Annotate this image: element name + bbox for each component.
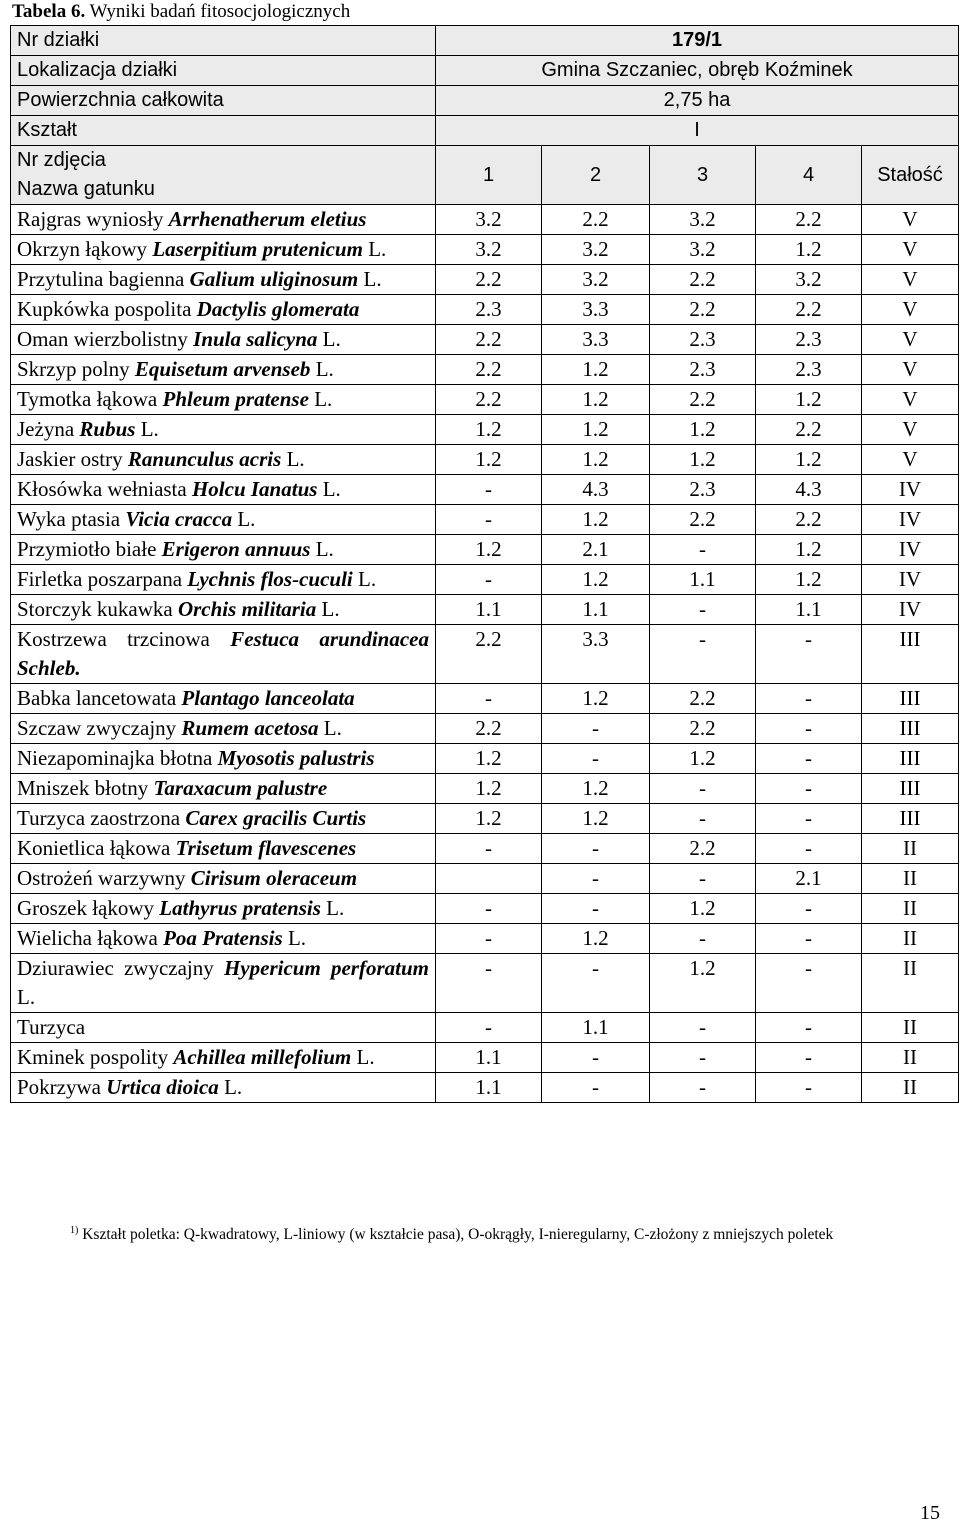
cover-value-cell: - bbox=[756, 804, 862, 834]
table-row bbox=[11, 894, 959, 924]
area-value: 2,75 ha bbox=[436, 86, 959, 116]
location-label: Lokalizacja działki bbox=[11, 56, 436, 86]
species-author-suffix: L. bbox=[140, 417, 159, 441]
constancy-cell: IV bbox=[862, 475, 959, 505]
species-name-cell bbox=[11, 744, 436, 774]
cover-value-cell: 1.2 bbox=[542, 415, 650, 445]
species-common-name: Tymotka łąkowa bbox=[17, 387, 158, 411]
cover-value-cell: 1.2 bbox=[650, 744, 756, 774]
cover-value-cell bbox=[436, 864, 542, 894]
species-name-label: Nazwa gatunku bbox=[17, 178, 155, 200]
species-common-name: Kminek pospolity bbox=[17, 1045, 169, 1069]
constancy-cell: II bbox=[862, 864, 959, 894]
cover-value-cell: 2.1 bbox=[542, 535, 650, 565]
cover-value-cell: 3.2 bbox=[436, 205, 542, 235]
footnote-marker: 1) bbox=[70, 1225, 79, 1236]
cover-value-cell: - bbox=[650, 924, 756, 954]
cover-value-cell: - bbox=[436, 505, 542, 535]
cover-value-cell: - bbox=[756, 625, 862, 684]
species-latin-name: Poa Pratensis bbox=[163, 926, 283, 950]
species-name-cell bbox=[11, 924, 436, 954]
constancy-cell: V bbox=[862, 385, 959, 415]
header-row-columns bbox=[11, 146, 959, 205]
species-name-cell bbox=[11, 385, 436, 415]
species-common-name: Kupkówka pospolita bbox=[17, 297, 192, 321]
cover-value-cell: - bbox=[542, 834, 650, 864]
species-name-cell bbox=[11, 774, 436, 804]
species-common-name: Konietlica łąkowa bbox=[17, 836, 171, 860]
area-label: Powierzchnia całkowita bbox=[11, 86, 436, 116]
table-row bbox=[11, 625, 959, 684]
species-common-name: Groszek łąkowy bbox=[17, 896, 155, 920]
species-name-cell bbox=[11, 235, 436, 265]
table-row bbox=[11, 1073, 959, 1103]
header-row-location bbox=[11, 56, 959, 86]
column-header-1: 1 bbox=[436, 146, 542, 205]
cover-value-cell: 2.3 bbox=[756, 325, 862, 355]
species-author-suffix: L. bbox=[323, 716, 342, 740]
cover-value-cell: 2.2 bbox=[756, 505, 862, 535]
cover-value-cell: - bbox=[756, 894, 862, 924]
species-name-cell bbox=[11, 445, 436, 475]
species-name-cell bbox=[11, 505, 436, 535]
cover-value-cell: 3.2 bbox=[436, 235, 542, 265]
species-latin-name: Erigeron annuus bbox=[161, 537, 311, 561]
table-row bbox=[11, 684, 959, 714]
cover-value-cell: - bbox=[542, 864, 650, 894]
species-name-cell bbox=[11, 714, 436, 744]
column-header-4: 4 bbox=[756, 146, 862, 205]
cover-value-cell: - bbox=[650, 625, 756, 684]
table-caption bbox=[12, 0, 350, 24]
species-latin-name: Plantago lanceolata bbox=[181, 686, 355, 710]
cover-value-cell: - bbox=[542, 1073, 650, 1103]
constancy-cell: II bbox=[862, 1073, 959, 1103]
cover-value-cell: - bbox=[542, 714, 650, 744]
species-latin-name: Festuca arundinacea Schleb. bbox=[17, 627, 429, 680]
constancy-cell: V bbox=[862, 325, 959, 355]
species-name-cell bbox=[11, 1013, 436, 1043]
table-row bbox=[11, 505, 959, 535]
species-author-suffix: L. bbox=[237, 507, 256, 531]
constancy-cell: III bbox=[862, 625, 959, 684]
species-common-name: Oman wierzbolistny bbox=[17, 327, 188, 351]
species-author-suffix: L. bbox=[358, 567, 377, 591]
species-latin-name: Phleum pratense bbox=[162, 387, 309, 411]
species-name-cell bbox=[11, 325, 436, 355]
species-common-name: Okrzyn łąkowy bbox=[17, 237, 148, 261]
cover-value-cell: - bbox=[436, 565, 542, 595]
constancy-cell: III bbox=[862, 714, 959, 744]
constancy-cell: II bbox=[862, 894, 959, 924]
species-name-cell bbox=[11, 834, 436, 864]
species-common-name: Ostrożeń warzywny bbox=[17, 866, 186, 890]
species-name-cell bbox=[11, 475, 436, 505]
cover-value-cell: 1.2 bbox=[542, 385, 650, 415]
species-name-cell bbox=[11, 265, 436, 295]
cover-value-cell: 1.2 bbox=[650, 415, 756, 445]
table-row bbox=[11, 595, 959, 625]
species-common-name: Dziurawiec zwyczajny bbox=[17, 956, 214, 980]
column-header-2: 2 bbox=[542, 146, 650, 205]
cover-value-cell: 1.1 bbox=[650, 565, 756, 595]
cover-value-cell: - bbox=[756, 1013, 862, 1043]
species-common-name: Turzyca bbox=[17, 1015, 86, 1039]
table-row bbox=[11, 235, 959, 265]
cover-value-cell: - bbox=[436, 894, 542, 924]
constancy-cell: V bbox=[862, 205, 959, 235]
species-common-name: Jaskier ostry bbox=[17, 447, 123, 471]
cover-value-cell: 2.2 bbox=[650, 505, 756, 535]
species-common-name: Skrzyp polny bbox=[17, 357, 130, 381]
cover-value-cell: 3.3 bbox=[542, 295, 650, 325]
cover-value-cell: - bbox=[756, 954, 862, 1013]
cover-value-cell: 1.2 bbox=[756, 385, 862, 415]
cover-value-cell: - bbox=[756, 774, 862, 804]
header-row-shape bbox=[11, 116, 959, 146]
cover-value-cell: - bbox=[650, 1073, 756, 1103]
cover-value-cell: 1.2 bbox=[542, 804, 650, 834]
table-row bbox=[11, 565, 959, 595]
species-latin-name: Achillea millefolium bbox=[173, 1045, 352, 1069]
constancy-cell: III bbox=[862, 744, 959, 774]
cover-value-cell: - bbox=[436, 684, 542, 714]
cover-value-cell: 2.2 bbox=[650, 385, 756, 415]
constancy-cell: IV bbox=[862, 535, 959, 565]
species-latin-name: Dactylis glomerata bbox=[196, 297, 360, 321]
constancy-cell: II bbox=[862, 834, 959, 864]
table-row bbox=[11, 804, 959, 834]
cover-value-cell: 2.2 bbox=[436, 325, 542, 355]
species-latin-name: Holcu Ianatus bbox=[191, 477, 318, 501]
constancy-cell: II bbox=[862, 1043, 959, 1073]
cover-value-cell: - bbox=[542, 744, 650, 774]
footnote-text: Kształt poletka: Q-kwadratowy, L-liniowy (w kształcie pasa), O-okrągły, I-nieregularny, C-złożony z mniejszych poletek bbox=[82, 1226, 834, 1244]
cover-value-cell: 2.2 bbox=[650, 295, 756, 325]
cover-value-cell: 4.3 bbox=[756, 475, 862, 505]
cover-value-cell: 2.2 bbox=[650, 265, 756, 295]
species-name-cell bbox=[11, 355, 436, 385]
cover-value-cell: - bbox=[756, 924, 862, 954]
cover-value-cell: - bbox=[756, 1043, 862, 1073]
cover-value-cell: 1.1 bbox=[436, 595, 542, 625]
cover-value-cell: 1.2 bbox=[542, 445, 650, 475]
species-latin-name: Orchis militaria bbox=[177, 597, 317, 621]
constancy-cell: V bbox=[862, 295, 959, 325]
cover-value-cell: 2.3 bbox=[650, 475, 756, 505]
species-author-suffix: L. bbox=[315, 357, 334, 381]
species-latin-name: Lychnis flos-cuculi bbox=[187, 567, 353, 591]
species-common-name: Storczyk kukawka bbox=[17, 597, 173, 621]
cover-value-cell: 1.1 bbox=[436, 1043, 542, 1073]
species-common-name: Wielicha łąkowa bbox=[17, 926, 158, 950]
cover-value-cell: 4.3 bbox=[542, 475, 650, 505]
species-latin-name: Taraxacum palustre bbox=[153, 776, 328, 800]
cover-value-cell: - bbox=[650, 774, 756, 804]
table-row bbox=[11, 714, 959, 744]
cover-value-cell: 1.2 bbox=[650, 445, 756, 475]
cover-value-cell: - bbox=[436, 475, 542, 505]
table-row bbox=[11, 744, 959, 774]
species-common-name: Mniszek błotny bbox=[17, 776, 149, 800]
cover-value-cell: - bbox=[756, 684, 862, 714]
cover-value-cell: 3.2 bbox=[756, 265, 862, 295]
cover-value-cell: 2.2 bbox=[756, 295, 862, 325]
cover-value-cell: - bbox=[650, 864, 756, 894]
cover-value-cell: - bbox=[542, 894, 650, 924]
species-author-suffix: L. bbox=[224, 1075, 243, 1099]
cover-value-cell: 2.3 bbox=[650, 325, 756, 355]
cover-value-cell: 1.2 bbox=[650, 894, 756, 924]
constancy-cell: V bbox=[862, 445, 959, 475]
constancy-cell: IV bbox=[862, 565, 959, 595]
header-row-plot-no bbox=[11, 26, 959, 56]
cover-value-cell: 2.2 bbox=[756, 415, 862, 445]
species-latin-name: Urtica dioica bbox=[106, 1075, 219, 1099]
cover-value-cell: 2.2 bbox=[650, 714, 756, 744]
species-author-suffix: L. bbox=[368, 237, 387, 261]
constancy-cell: III bbox=[862, 684, 959, 714]
cover-value-cell: 2.2 bbox=[650, 684, 756, 714]
table-row bbox=[11, 1013, 959, 1043]
cover-value-cell: 1.2 bbox=[436, 804, 542, 834]
column-header-constancy: Stałość bbox=[862, 146, 959, 205]
cover-value-cell: 2.2 bbox=[756, 205, 862, 235]
phytosociology-table bbox=[10, 25, 959, 1103]
species-common-name: Niezapominajka błotna bbox=[17, 746, 213, 770]
species-latin-name: Equisetum arvenseb bbox=[134, 357, 311, 381]
cover-value-cell: 1.2 bbox=[436, 535, 542, 565]
cover-value-cell: 1.2 bbox=[436, 774, 542, 804]
cover-value-cell: - bbox=[650, 595, 756, 625]
cover-value-cell: 3.3 bbox=[542, 625, 650, 684]
species-name-cell bbox=[11, 535, 436, 565]
species-latin-name: Lathyrus pratensis bbox=[159, 896, 321, 920]
species-common-name: Babka lancetowata bbox=[17, 686, 177, 710]
table-row bbox=[11, 325, 959, 355]
species-common-name: Rajgras wyniosły bbox=[17, 207, 164, 231]
table-row bbox=[11, 445, 959, 475]
cover-value-cell: - bbox=[542, 1043, 650, 1073]
species-latin-name: Inula salicyna bbox=[193, 327, 318, 351]
cover-value-cell: 1.2 bbox=[542, 684, 650, 714]
species-author-suffix: L. bbox=[321, 597, 340, 621]
caption-label: Tabela 6. bbox=[12, 1, 86, 22]
species-latin-name: Rubus bbox=[79, 417, 136, 441]
species-common-name: Jeżyna bbox=[17, 417, 75, 441]
table-row bbox=[11, 355, 959, 385]
table-row bbox=[11, 954, 959, 1013]
constancy-cell: II bbox=[862, 1013, 959, 1043]
cover-value-cell: - bbox=[650, 535, 756, 565]
species-common-name: Przytulina bagienna bbox=[17, 267, 185, 291]
table-row bbox=[11, 1043, 959, 1073]
species-author-suffix: L. bbox=[326, 896, 345, 920]
cover-value-cell: - bbox=[650, 1013, 756, 1043]
species-name-cell bbox=[11, 295, 436, 325]
cover-value-cell: - bbox=[756, 744, 862, 774]
cover-value-cell: 1.2 bbox=[542, 565, 650, 595]
cover-value-cell: 1.2 bbox=[436, 744, 542, 774]
cover-value-cell: - bbox=[756, 1073, 862, 1103]
constancy-cell: V bbox=[862, 355, 959, 385]
constancy-cell: III bbox=[862, 774, 959, 804]
table-row bbox=[11, 864, 959, 894]
species-name-cell bbox=[11, 565, 436, 595]
cover-value-cell: - bbox=[756, 834, 862, 864]
species-author-suffix: L. bbox=[356, 1045, 375, 1069]
species-name-cell bbox=[11, 595, 436, 625]
constancy-cell: V bbox=[862, 415, 959, 445]
species-name-cell bbox=[11, 415, 436, 445]
table-row bbox=[11, 475, 959, 505]
cover-value-cell: 2.2 bbox=[436, 265, 542, 295]
species-author-suffix: L. bbox=[17, 985, 36, 1009]
cover-value-cell: 2.2 bbox=[436, 625, 542, 684]
cover-value-cell: 1.2 bbox=[436, 445, 542, 475]
cover-value-cell: - bbox=[650, 804, 756, 834]
cover-value-cell: 1.1 bbox=[542, 595, 650, 625]
species-common-name: Kłosówka wełniasta bbox=[17, 477, 187, 501]
species-latin-name: Laserpitium prutenicum bbox=[152, 237, 363, 261]
table-row bbox=[11, 834, 959, 864]
species-common-name: Kostrzewa trzcinowa bbox=[17, 627, 210, 651]
cover-value-cell: 1.2 bbox=[542, 924, 650, 954]
species-author-suffix: L. bbox=[287, 926, 307, 950]
shape-label: Kształt bbox=[11, 116, 436, 146]
constancy-cell: IV bbox=[862, 505, 959, 535]
species-latin-name: Rumem acetosa bbox=[181, 716, 319, 740]
cover-value-cell: 1.1 bbox=[542, 1013, 650, 1043]
page-number: 15 bbox=[920, 1502, 940, 1524]
cover-value-cell: 1.2 bbox=[542, 355, 650, 385]
species-author-suffix: L. bbox=[322, 327, 341, 351]
constancy-cell: III bbox=[862, 804, 959, 834]
species-common-name: Wyka ptasia bbox=[17, 507, 121, 531]
table-row bbox=[11, 205, 959, 235]
species-author-suffix: L. bbox=[286, 447, 305, 471]
species-author-suffix: L. bbox=[315, 537, 334, 561]
cover-value-cell: 3.2 bbox=[542, 265, 650, 295]
cover-value-cell: 1.2 bbox=[542, 774, 650, 804]
cover-value-cell: 1.2 bbox=[756, 565, 862, 595]
photo-no-label: Nr zdjęcia bbox=[17, 149, 106, 171]
species-latin-name: Galium uliginosum bbox=[189, 267, 359, 291]
species-latin-name: Carex gracilis Curtis bbox=[185, 806, 367, 830]
cover-value-cell: 3.3 bbox=[542, 325, 650, 355]
species-latin-name: Vicia cracca bbox=[125, 507, 233, 531]
species-name-cell bbox=[11, 1043, 436, 1073]
species-latin-name: Trisetum flavescenes bbox=[175, 836, 357, 860]
species-name-cell bbox=[11, 684, 436, 714]
caption-text: Wyniki badań fitosocjologicznych bbox=[89, 1, 351, 22]
constancy-cell: II bbox=[862, 924, 959, 954]
cover-value-cell: - bbox=[436, 834, 542, 864]
cover-value-cell: 2.3 bbox=[650, 355, 756, 385]
species-common-name: Firletka poszarpana bbox=[17, 567, 183, 591]
cover-value-cell: 1.2 bbox=[436, 415, 542, 445]
species-name-cell bbox=[11, 1073, 436, 1103]
cover-value-cell: 3.2 bbox=[542, 235, 650, 265]
cover-value-cell: 1.2 bbox=[650, 954, 756, 1013]
cover-value-cell: 2.2 bbox=[542, 205, 650, 235]
cover-value-cell: 2.2 bbox=[650, 834, 756, 864]
constancy-cell: V bbox=[862, 235, 959, 265]
cover-value-cell: 1.1 bbox=[436, 1073, 542, 1103]
cover-value-cell: - bbox=[436, 954, 542, 1013]
table-row bbox=[11, 295, 959, 325]
cover-value-cell: - bbox=[542, 954, 650, 1013]
cover-value-cell: 2.3 bbox=[436, 295, 542, 325]
cover-value-cell: 1.1 bbox=[756, 595, 862, 625]
footnote bbox=[70, 1220, 950, 1245]
shape-value: I bbox=[436, 116, 959, 146]
location-value: Gmina Szczaniec, obręb Koźminek bbox=[436, 56, 959, 86]
species-common-name: Pokrzywa bbox=[17, 1075, 101, 1099]
species-author-suffix: L. bbox=[322, 477, 341, 501]
species-latin-name: Myosotis palustris bbox=[217, 746, 375, 770]
constancy-cell: IV bbox=[862, 595, 959, 625]
species-common-name: Szczaw zwyczajny bbox=[17, 716, 177, 740]
species-latin-name: Hypericum perforatum bbox=[223, 956, 429, 980]
cover-value-cell: 1.2 bbox=[756, 445, 862, 475]
table-row bbox=[11, 265, 959, 295]
header-row-area bbox=[11, 86, 959, 116]
species-name-cell bbox=[11, 864, 436, 894]
cover-value-cell: 2.1 bbox=[756, 864, 862, 894]
species-author-suffix: L. bbox=[363, 267, 382, 291]
cover-value-cell: - bbox=[650, 1043, 756, 1073]
cover-value-cell: 3.2 bbox=[650, 205, 756, 235]
table-row bbox=[11, 385, 959, 415]
cover-value-cell: 2.3 bbox=[756, 355, 862, 385]
cover-value-cell: - bbox=[436, 1013, 542, 1043]
species-latin-name: Arrhenatherum eletius bbox=[168, 207, 367, 231]
plot-no-value: 179/1 bbox=[436, 26, 959, 56]
photo-species-label bbox=[11, 146, 436, 205]
species-common-name: Turzyca zaostrzona bbox=[17, 806, 181, 830]
cover-value-cell: 1.2 bbox=[756, 235, 862, 265]
table-row bbox=[11, 924, 959, 954]
cover-value-cell: - bbox=[436, 924, 542, 954]
species-name-cell bbox=[11, 804, 436, 834]
species-latin-name: Ranunculus acris bbox=[127, 447, 282, 471]
cover-value-cell: 2.2 bbox=[436, 355, 542, 385]
plot-no-label: Nr działki bbox=[11, 26, 436, 56]
table-row bbox=[11, 415, 959, 445]
constancy-cell: V bbox=[862, 265, 959, 295]
table-row bbox=[11, 774, 959, 804]
species-name-cell bbox=[11, 954, 436, 1013]
cover-value-cell: 1.2 bbox=[756, 535, 862, 565]
species-common-name: Przymiotło białe bbox=[17, 537, 157, 561]
species-name-cell bbox=[11, 625, 436, 684]
column-header-3: 3 bbox=[650, 146, 756, 205]
cover-value-cell: 2.2 bbox=[436, 714, 542, 744]
constancy-cell: II bbox=[862, 954, 959, 1013]
table-row bbox=[11, 535, 959, 565]
cover-value-cell: 2.2 bbox=[436, 385, 542, 415]
species-author-suffix: L. bbox=[314, 387, 333, 411]
species-latin-name: Cirisum oleraceum bbox=[190, 866, 358, 890]
cover-value-cell: - bbox=[756, 714, 862, 744]
cover-value-cell: 3.2 bbox=[650, 235, 756, 265]
species-name-cell bbox=[11, 205, 436, 235]
species-name-cell bbox=[11, 894, 436, 924]
cover-value-cell: 1.2 bbox=[542, 505, 650, 535]
